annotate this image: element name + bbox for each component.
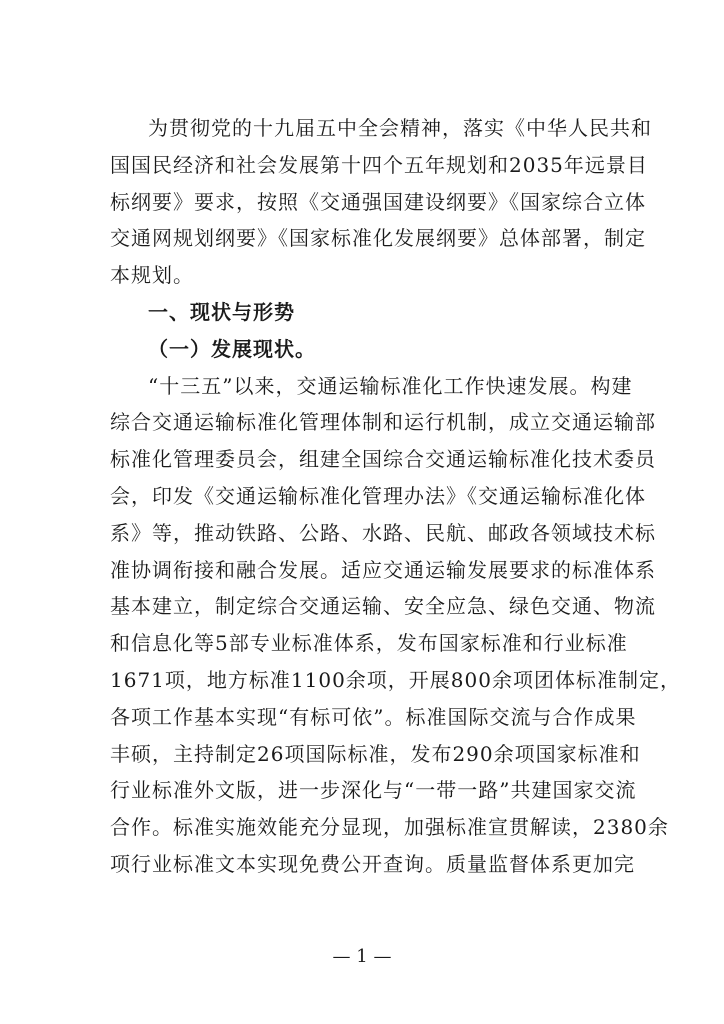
paragraph-line: 1671项，地方标准1100余项，开展800余项团体标准制定， bbox=[110, 667, 681, 692]
body-text bbox=[110, 110, 681, 883]
paragraph-line: 和信息化等5部专业标准体系，发布国家标准和行业标准 bbox=[110, 631, 628, 656]
page-number: — 1 — bbox=[332, 946, 392, 967]
paragraph-line: 各项工作基本实现“有标可依”。标准国际交流与合作成果 bbox=[110, 704, 637, 729]
paragraph-line: “十三五”以来，交通运输标准化工作快速发展。构建 bbox=[148, 373, 633, 398]
paragraph-line: 标纲要》要求，按照《交通强国建设纲要》《国家综合立体 bbox=[110, 189, 646, 214]
paragraph-line: 项行业标准文本实现免费公开查询。质量监督体系更加完 bbox=[110, 851, 635, 876]
paragraph-line: 本规划。 bbox=[110, 263, 194, 288]
paragraph-line: 国国民经济和社会发展第十四个五年规划和2035年远景目 bbox=[110, 152, 648, 177]
subsection-heading: （一）发展现状。 bbox=[148, 336, 316, 361]
paragraph-line: 行业标准外文版，进一步深化与“一带一路”共建国家交流 bbox=[110, 778, 637, 803]
paragraph-line: 基本建立，制定综合交通运输、安全应急、绿色交通、物流 bbox=[110, 594, 656, 619]
paragraph-line: 系》等，推动铁路、公路、水路、民航、邮政各领域技术标 bbox=[110, 520, 656, 545]
paragraph-line: 标准化管理委员会，组建全国综合交通运输标准化技术委员 bbox=[110, 447, 656, 472]
paragraph-line: 综合交通运输标准化管理体制和运行机制，成立交通运输部 bbox=[110, 410, 656, 435]
paragraph-line: 合作。标准实施效能充分显现，加强标准宣贯解读，2380余 bbox=[110, 815, 669, 840]
paragraph-line: 交通网规划纲要》《国家标准化发展纲要》总体部署，制定 bbox=[110, 226, 646, 251]
paragraph-line: 为贯彻党的十九届五中全会精神，落实《中华人民共和 bbox=[148, 116, 652, 140]
section-heading: 一、现状与形势 bbox=[148, 299, 295, 324]
paragraph-line: 会，印发《交通运输标准化管理办法》《交通运输标准化体 bbox=[110, 483, 646, 508]
paragraph-line: 准协调衔接和融合发展。适应交通运输发展要求的标准体系 bbox=[110, 557, 656, 582]
paragraph-line: 丰硕，主持制定26项国际标准，发布290余项国家标准和 bbox=[110, 741, 641, 766]
